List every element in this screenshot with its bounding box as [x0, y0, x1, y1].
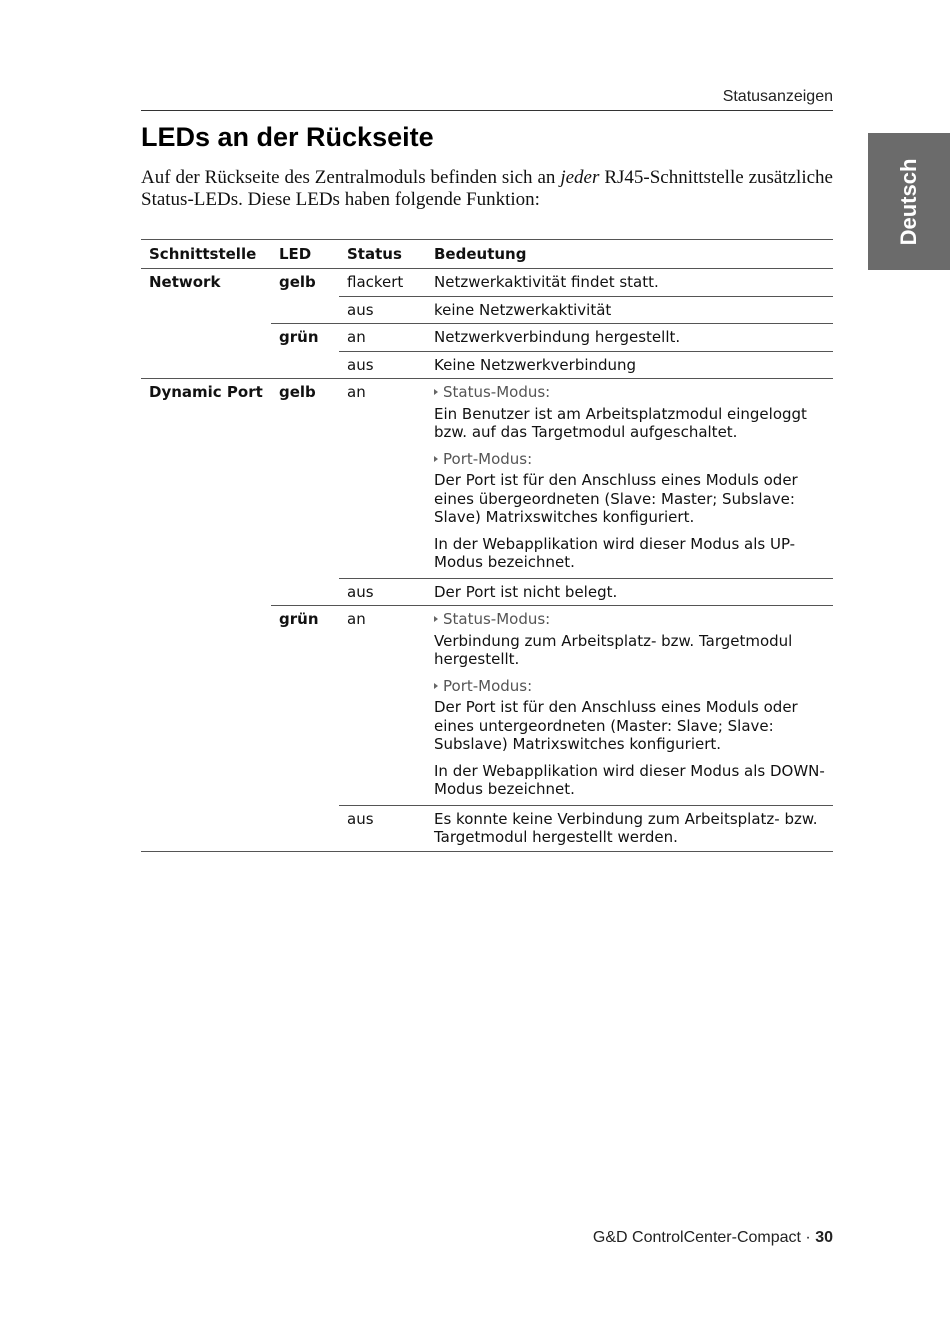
triangle-bullet-icon [434, 389, 438, 395]
port-mode-text: Der Port ist für den Anschluss eines Moduls oder eines untergeordneten (Master: Slave; Slave: Subslave) Matrixswitches konfiguriert. [434, 698, 798, 753]
page-title: LEDs an der Rückseite [141, 122, 434, 152]
status-mode-label: Status-Modus: [443, 610, 551, 628]
status-cell: flackert [347, 273, 404, 291]
led-gruen: grün [271, 606, 339, 852]
language-tab [868, 133, 950, 270]
port-mode-heading [434, 677, 825, 696]
meaning-cell: Netzwerkaktivität findet statt. [434, 273, 659, 291]
status-cell: aus [339, 578, 426, 606]
intro-paragraph [141, 167, 833, 211]
status-cell: an [339, 606, 426, 806]
interface-dynamic-port: Dynamic Port [141, 379, 271, 852]
status-mode-heading [434, 383, 825, 402]
intro-text-before: Auf der Rückseite des Zentralmoduls befinden sich an [141, 167, 561, 188]
triangle-bullet-icon [434, 683, 438, 689]
status-mode-heading [434, 610, 825, 629]
led-gruen: grün [271, 324, 339, 379]
header-led: LED [271, 240, 339, 269]
meaning-cell: keine Netzwerkaktivität [426, 296, 833, 324]
meaning-cell [426, 379, 833, 579]
triangle-bullet-icon [434, 456, 438, 462]
status-cell: an [339, 324, 426, 352]
port-mode-label: Port-Modus: [443, 676, 533, 695]
meaning-cell: Der Port ist nicht belegt. [426, 578, 833, 606]
meaning-cell [426, 606, 833, 806]
web-mode-text: In der Webapplikation wird dieser Modus als UP-Modus bezeichnet. [434, 534, 796, 571]
port-mode-label: Port-Modus: [443, 449, 533, 468]
interface-network: Network [149, 273, 221, 291]
status-mode-label: Status-Modus: [443, 383, 551, 401]
intro-text-after: RJ45-Schnittstelle zusätzliche Status-LEDs. Diese LEDs haben folgende Funktion: [141, 167, 833, 210]
port-mode-text: Der Port ist für den Anschluss eines Moduls oder eines übergeordneten (Slave: Master; Subslave: Slave) Matrixswitches konfiguriert. [434, 471, 798, 526]
table-header-row [141, 240, 833, 269]
led-table [141, 239, 833, 852]
web-mode-text: In der Webapplikation wird dieser Modus als DOWN-Modus bezeichnet. [434, 761, 825, 798]
status-cell: aus [339, 296, 426, 324]
intro-emphasis: jeder [560, 167, 600, 188]
triangle-bullet-icon [434, 616, 438, 622]
table-row [141, 269, 833, 297]
header-interface: Schnittstelle [141, 240, 271, 269]
port-mode-heading [434, 450, 825, 469]
running-header: Statusanzeigen [722, 88, 833, 105]
status-mode-text: Ein Benutzer ist am Arbeitsplatzmodul eingeloggt bzw. auf das Targetmodul aufgeschaltet. [434, 404, 807, 441]
header-status: Status [339, 240, 426, 269]
language-tab-label: Deutsch [896, 158, 921, 245]
status-cell: an [339, 379, 426, 579]
status-cell: aus [339, 805, 426, 851]
meaning-cell: Es konnte keine Verbindung zum Arbeitsplatz- bzw. Targetmodul hergestellt werden. [426, 805, 833, 851]
status-mode-text: Verbindung zum Arbeitsplatz- bzw. Targetmodul hergestellt. [434, 631, 793, 668]
header-meaning: Bedeutung [426, 240, 833, 269]
led-gelb: gelb [271, 379, 339, 606]
meaning-cell: Netzwerkverbindung hergestellt. [426, 324, 833, 352]
page-number: 30 [815, 1229, 833, 1246]
table-row [141, 379, 833, 579]
status-cell: aus [339, 351, 426, 379]
header-rule [141, 110, 833, 111]
led-gelb: gelb [279, 273, 316, 291]
page-footer [141, 1229, 833, 1247]
footer-product: G&D ControlCenter-Compact · [592, 1229, 816, 1246]
meaning-cell: Keine Netzwerkverbindung [426, 351, 833, 379]
